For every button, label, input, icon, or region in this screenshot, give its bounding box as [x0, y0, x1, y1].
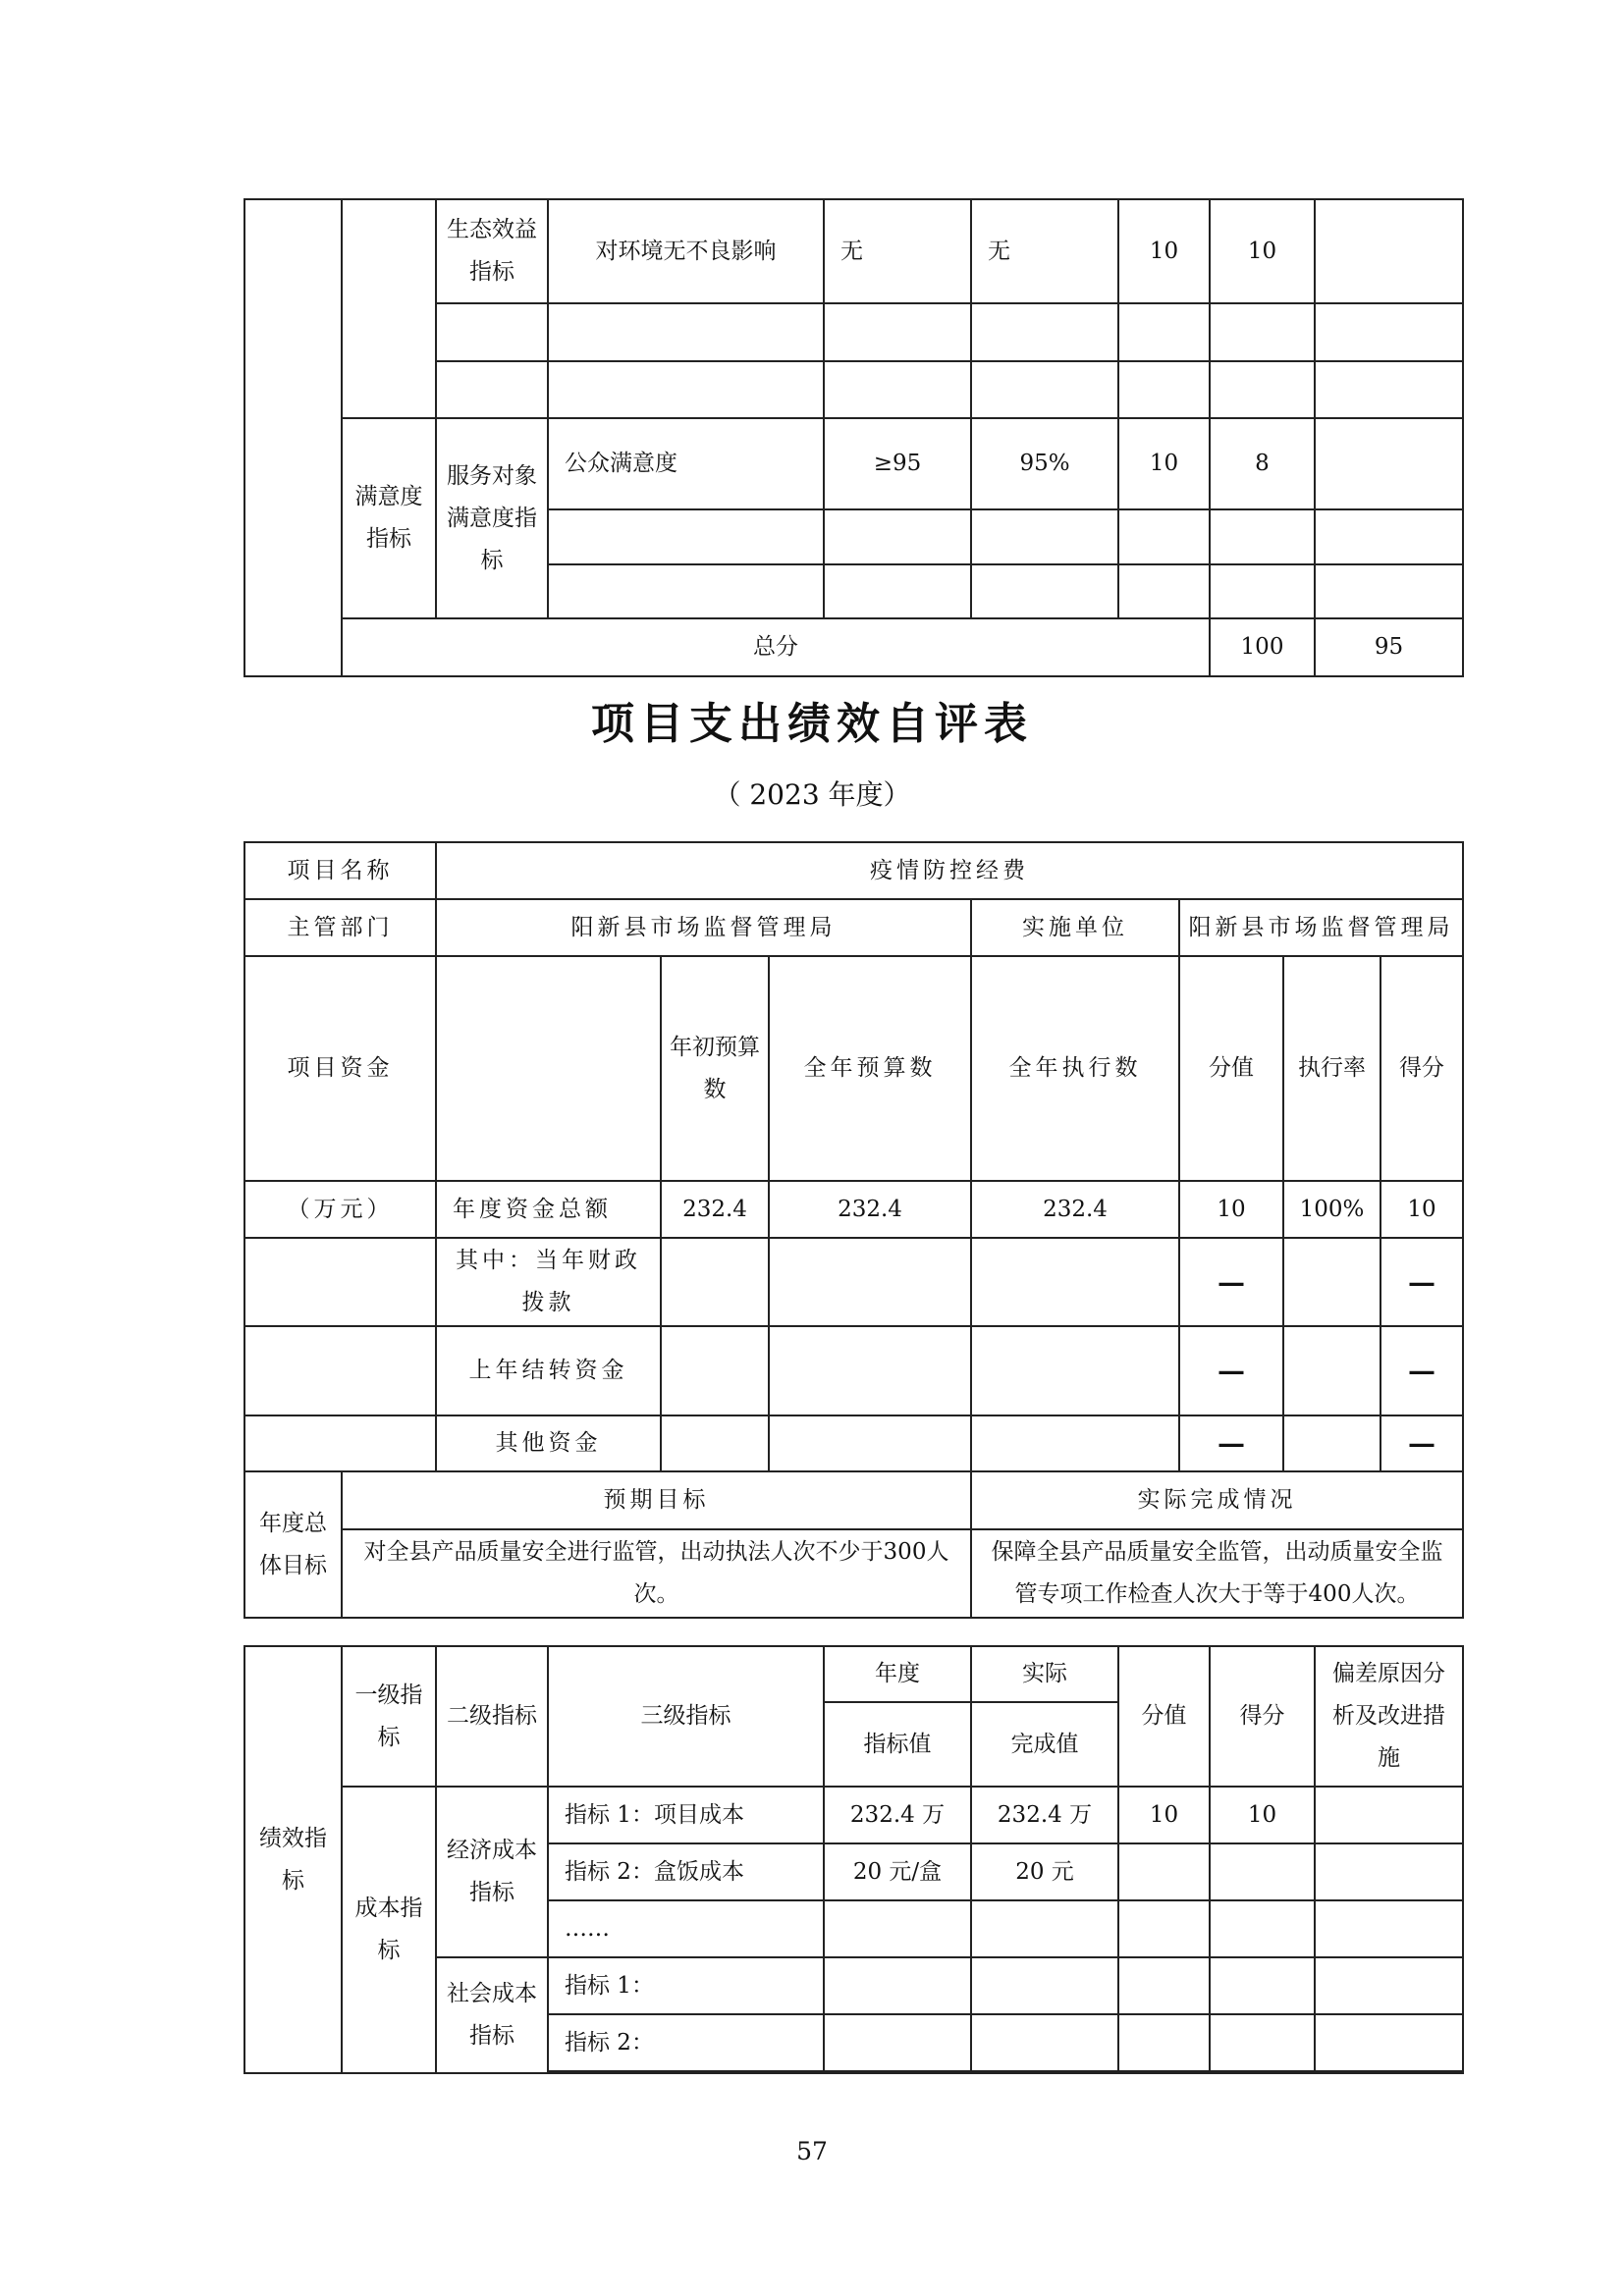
project-name-label: 项目名称 [244, 842, 436, 899]
fiscal-label: 其中：当年财政拨款 [436, 1238, 661, 1326]
satisfaction-item: 公众满意度 [548, 418, 824, 509]
reason-header: 偏差原因分析及改进措施 [1315, 1646, 1463, 1787]
annual-goal-label: 年度总体目标 [244, 1471, 342, 1618]
impl-label: 实施单位 [971, 899, 1179, 956]
satisfaction-score: 10 [1118, 418, 1210, 509]
indicator-actual: 20 元 [971, 1843, 1118, 1900]
l1-header: 一级指标 [342, 1646, 436, 1787]
other-funds-label: 其他资金 [436, 1415, 661, 1471]
total-got: 10 [1380, 1181, 1463, 1238]
dash-mark: — [1380, 1415, 1463, 1471]
indicator-row: 指标 1： [548, 1957, 824, 2014]
page-number: 57 [796, 2137, 828, 2165]
eco-item: 对环境无不良影响 [548, 199, 824, 303]
header-rate: 执行率 [1283, 956, 1380, 1181]
carryover-label: 上年结转资金 [436, 1326, 661, 1415]
total-funds-label: 年度资金总额 [436, 1181, 661, 1238]
continuation-table [244, 198, 1464, 677]
l3-header: 三级指标 [548, 1646, 824, 1787]
page-title: 项目支出绩效自评表 [591, 699, 1033, 749]
indicator-row: 指标 1：项目成本 [548, 1787, 824, 1843]
total-initial: 232.4 [661, 1181, 769, 1238]
eco-actual: 无 [971, 199, 1118, 303]
dash-mark: — [1179, 1326, 1283, 1415]
total-score: 10 [1179, 1181, 1283, 1238]
blank-cell [244, 199, 342, 676]
performance-label: 绩效指标 [244, 1646, 342, 2073]
header-executed: 全年执行数 [971, 956, 1179, 1181]
indicator-row: 指标 2： [548, 2014, 824, 2071]
header-got: 得分 [1380, 956, 1463, 1181]
performance-table [244, 1645, 1464, 2074]
eco-benefit-label: 生态效益指标 [436, 199, 548, 303]
target-header: 指标值 [824, 1702, 971, 1787]
satisfaction-actual: 95% [971, 418, 1118, 509]
dash-mark: — [1179, 1238, 1283, 1326]
total-annual: 232.4 [769, 1181, 971, 1238]
total-rate: 100% [1283, 1181, 1380, 1238]
year-header: 年度 [824, 1646, 971, 1702]
got-header: 得分 [1210, 1646, 1315, 1787]
expected-goal-label: 预期目标 [342, 1471, 971, 1529]
project-name-value: 疫情防控经费 [436, 842, 1463, 899]
indicator-row: 指标 2：盒饭成本 [548, 1843, 824, 1900]
header-annual-budget: 全年预算数 [769, 956, 971, 1181]
unit-label: （万元） [244, 1181, 436, 1238]
actual-completion-text: 保障全县产品质量安全监管，出动质量安全监管专项工作检查人次大于等于400人次。 [971, 1529, 1463, 1618]
cost-indicator-label: 成本指标 [342, 1787, 436, 2073]
indicator-score: 10 [1118, 1787, 1210, 1843]
fund-label: 项目资金 [244, 956, 436, 1181]
indicator-target: 232.4 万 [824, 1787, 971, 1843]
satisfaction-l1-label: 满意度指标 [342, 418, 436, 618]
actual-header: 实际 [971, 1646, 1118, 1702]
indicator-target: 20 元/盒 [824, 1843, 971, 1900]
satisfaction-target: ≥95 [824, 418, 971, 509]
blank-cell [342, 199, 436, 418]
satisfaction-got: 8 [1210, 418, 1315, 509]
dept-value: 阳新县市场监督管理局 [436, 899, 971, 956]
dash-mark: — [1380, 1238, 1463, 1326]
dash-mark: — [1179, 1415, 1283, 1471]
dept-label: 主管部门 [244, 899, 436, 956]
expected-goal-text: 对全县产品质量安全进行监管，出动执法人次不少于300人次。 [342, 1529, 971, 1618]
indicator-got: 10 [1210, 1787, 1315, 1843]
header-initial-budget: 年初预算数 [661, 956, 769, 1181]
indicator-actual: 232.4 万 [971, 1787, 1118, 1843]
dash-mark: — [1380, 1326, 1463, 1415]
actual-completion-label: 实际完成情况 [971, 1471, 1463, 1529]
indicator-row: …… [548, 1900, 824, 1957]
project-funds-table [244, 841, 1464, 1619]
impl-value: 阳新县市场监督管理局 [1179, 899, 1463, 956]
econ-cost-label: 经济成本指标 [436, 1787, 548, 1957]
total-got: 95 [1315, 618, 1463, 676]
total-score: 100 [1210, 618, 1315, 676]
eco-got: 10 [1210, 199, 1315, 303]
page-subtitle: （ 2023 年度） [713, 778, 911, 811]
social-cost-label: 社会成本指标 [436, 1957, 548, 2073]
satisfaction-l2-label: 服务对象满意度指标 [436, 418, 548, 618]
l2-header: 二级指标 [436, 1646, 548, 1787]
score-header: 分值 [1118, 1646, 1210, 1787]
eco-score: 10 [1118, 199, 1210, 303]
total-exec: 232.4 [971, 1181, 1179, 1238]
eco-target: 无 [824, 199, 971, 303]
total-label: 总分 [342, 618, 1210, 676]
done-header: 完成值 [971, 1702, 1118, 1787]
blank-cell [1315, 199, 1463, 303]
header-score: 分值 [1179, 956, 1283, 1181]
